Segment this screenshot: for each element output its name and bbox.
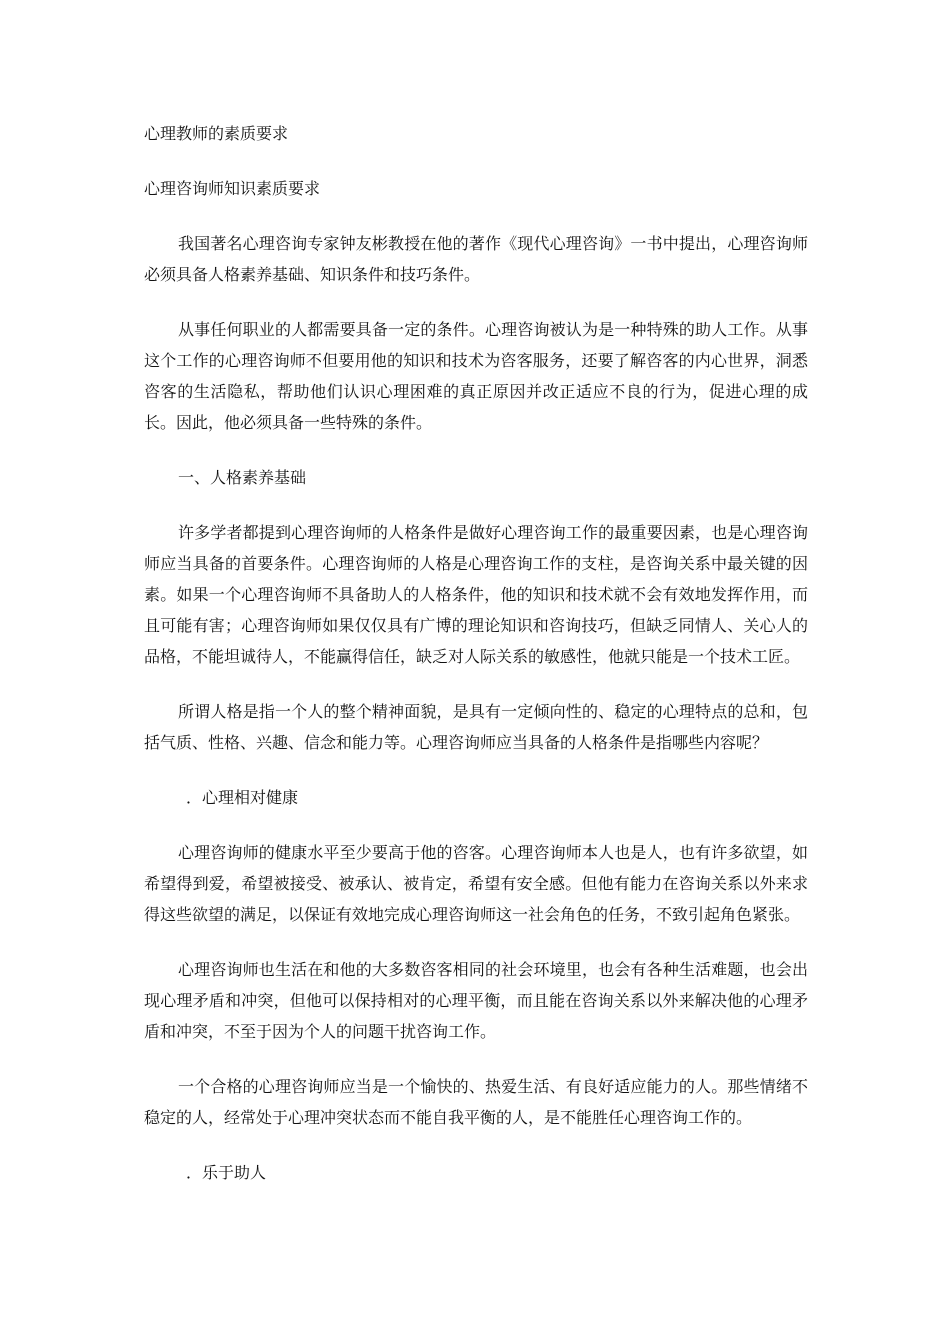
personality-definition-paragraph: 所谓人格是指一个人的整个精神面貌，是具有一定倾向性的、稳定的心理特点的总和，包括气质、性格、兴趣、信念和能力等。心理咨询师应当具备的人格条件是指哪些内容呢？: [144, 702, 808, 752]
mental-health-paragraph-1: 心理咨询师的健康水平至少要高于他的咨客。心理咨询师本人也是人，也有许多欲望，如希望得到爱，希望被接受、被承认、被肯定，希望有安全感。但他有能力在咨询关系以外来求得这些欲望的满足，以保证有效地完成心理咨询师这一社会角色的任务，不致引起角色紧张。: [144, 843, 808, 924]
conditions-paragraph: 从事任何职业的人都需要具备一定的条件。心理咨询被认为是一种特殊的助人工作。从事这个工作的心理咨询师不但要用他的知识和技术为咨客服务，还要了解咨客的内心世界，洞悉咨客的生活隐私，帮助他们认识心理困难的真正原因并改正适应不良的行为，促进心理的成长。因此，他必须具备一些特殊的条件。: [144, 320, 808, 432]
mental-health-paragraph-3: 一个合格的心理咨询师应当是一个愉快的、热爱生活、有良好适应能力的人。那些情绪不稳定的人，经常处于心理冲突状态而不能自我平衡的人，是不能胜任心理咨询工作的。: [144, 1077, 808, 1127]
mental-health-paragraph-2: 心理咨询师也生活在和他的大多数咨客相同的社会环境里，也会有各种生活难题，也会出现心理矛盾和冲突，但他可以保持相对的心理平衡，而且能在咨询关系以外来解决他的心理矛盾和冲突，不至于因为个人的问题干扰咨询工作。: [144, 960, 808, 1041]
subsection-heading-helping-others: ．乐于助人: [186, 1163, 267, 1182]
section-heading-personality: 一、人格素养基础: [178, 468, 307, 487]
document-title: 心理教师的素质要求: [144, 124, 289, 143]
intro-paragraph: 我国著名心理咨询专家钟友彬教授在他的著作《现代心理咨询》一书中提出，心理咨询师必须具备人格素养基础、知识条件和技巧条件。: [144, 234, 808, 284]
document-body: [144, 118, 808, 1212]
document-subtitle: 心理咨询师知识素质要求: [144, 179, 321, 198]
subsection-heading-mental-health: ．心理相对健康: [186, 788, 299, 807]
personality-importance-paragraph: 许多学者都提到心理咨询师的人格条件是做好心理咨询工作的最重要因素，也是心理咨询师应当具备的首要条件。心理咨询师的人格是心理咨询工作的支柱，是咨询关系中最关键的因素。如果一个心理咨询师不具备助人的人格条件，他的知识和技术就不会有效地发挥作用，而且可能有害；心理咨询师如果仅仅具有广博的理论知识和咨询技巧，但缺乏同情人、关心人的品格，不能坦诚待人，不能赢得信任，缺乏对人际关系的敏感性，他就只能是一个技术工匠。: [144, 523, 808, 666]
